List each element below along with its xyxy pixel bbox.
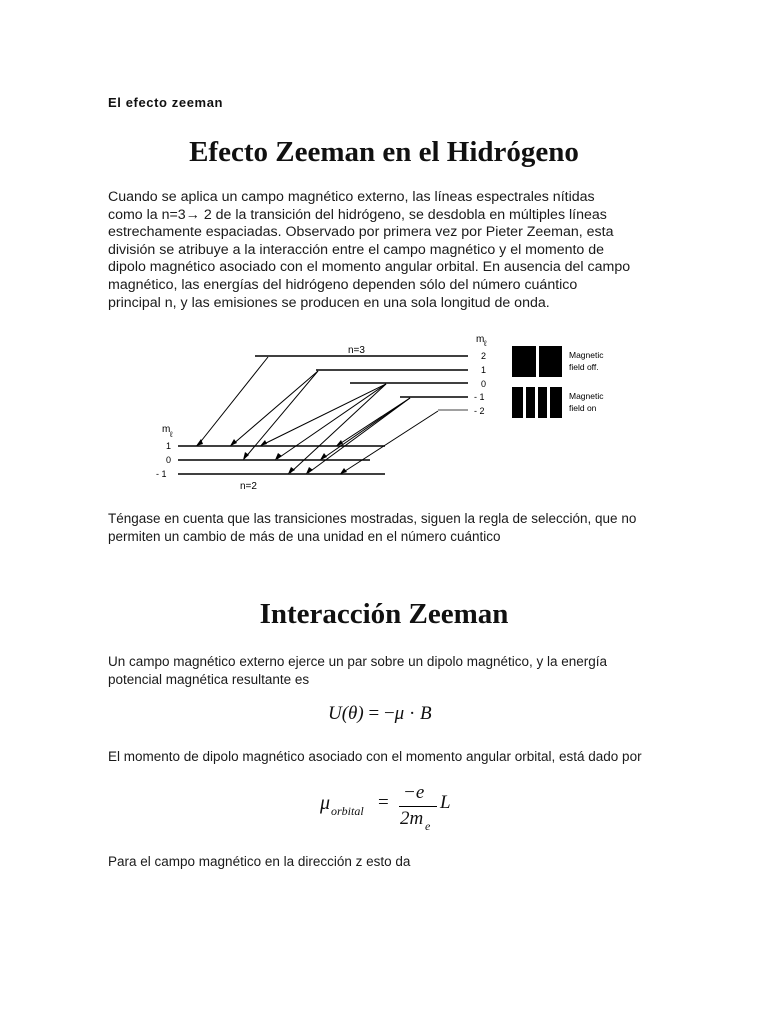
eq1-lhs: U(θ) <box>328 703 364 724</box>
arrowhead <box>243 452 249 460</box>
paragraph-line: potencial magnética resultante es <box>108 671 310 687</box>
arrowhead <box>340 468 347 474</box>
transition-line <box>262 384 386 445</box>
eq1-dot: · <box>408 703 416 724</box>
paragraph-line: como la n=3→ 2 de la transición del hidrógeno, se desdobla en múltiples líneas <box>108 206 607 223</box>
paragraph-line: Un campo magnético externo ejerce un par sobre un dipolo magnético, y la energía <box>108 654 608 669</box>
eq2-l: L <box>440 792 451 813</box>
arrowhead <box>288 467 295 474</box>
upper-ml-value: - 2 <box>474 406 485 416</box>
upper-level-label: n=3 <box>348 345 365 356</box>
lower-ml-value: 0 <box>166 455 172 465</box>
lower-ml-value: - 1 <box>156 469 167 479</box>
arrowhead <box>260 440 267 446</box>
upper-ml-value: - 1 <box>474 392 485 402</box>
eq2-numerator: −e <box>403 782 425 803</box>
transition-line <box>342 411 438 473</box>
page-small-title: El efecto zeeman <box>108 95 224 110</box>
spectrum-gap <box>535 387 538 418</box>
eq1-b: B <box>420 703 432 724</box>
lower-ml-subscript: ℓ <box>170 430 173 439</box>
paragraph-line: dipolo magnético asociado con el momento angular orbital. En ausencia del campo <box>108 259 631 276</box>
paragraph-line: estrechamente espaciadas. Observado por primera vez por Pieter Zeeman, esta <box>108 224 614 241</box>
arrowhead <box>320 453 327 460</box>
field-on-label: field on <box>569 403 597 413</box>
upper-ml-value: 1 <box>481 365 487 375</box>
eq2-denominator-sub: e <box>425 819 431 833</box>
spectrum-gap <box>547 387 550 418</box>
interaction-paragraph <box>108 653 668 688</box>
section-title-zeeman-interaction: Interacción Zeeman <box>259 598 509 630</box>
paragraph-line: principal n, y las emisiones se producen en una sola longitud de onda. <box>108 294 550 311</box>
selection-rule-note <box>108 510 668 545</box>
transition-line <box>232 371 318 445</box>
eq2-denominator: 2m <box>400 808 424 829</box>
eq1-minus: − <box>383 703 395 724</box>
lower-ml-value: 1 <box>166 441 172 451</box>
z-direction-paragraph: Para el campo magnético en la dirección z esto da <box>108 854 411 869</box>
upper-ml-value: 2 <box>481 351 487 361</box>
eq2-subscript: orbital <box>331 804 364 818</box>
paragraph-line: Cuando se aplica un campo magnético externo, las líneas espectrales nítidas <box>108 189 595 205</box>
paragraph-line: división se atribuye a la interacción entre el campo magnético y el momento de <box>108 241 605 258</box>
equation-orbital-moment <box>320 782 470 832</box>
lower-level-label: n=2 <box>240 481 257 492</box>
spectrum-gap <box>536 346 539 377</box>
paragraph-line: magnético, las energías del hidrógeno dependen sólo del número cuántico <box>108 276 578 293</box>
transition-line <box>198 357 268 445</box>
field-on-label: Magnetic <box>569 391 604 401</box>
eq2-mu: μ <box>320 792 331 814</box>
spectrum-gap <box>523 387 526 418</box>
arrowhead <box>275 453 282 460</box>
field-off-label: field off. <box>569 362 599 372</box>
upper-ml-subscript: ℓ <box>484 339 487 348</box>
transition-line <box>277 384 386 459</box>
upper-ml-value: 0 <box>481 379 487 389</box>
equation-potential-energy <box>328 703 432 725</box>
lower-ml-symbol: m <box>162 424 171 435</box>
arrowhead <box>230 439 237 446</box>
arrowhead <box>306 467 313 474</box>
dipole-paragraph: El momento de dipolo magnético asociado con el momento angular orbital, está dado por <box>108 749 642 764</box>
eq2-equals: = <box>378 792 389 813</box>
note-line: permiten un cambio de más de una unidad en el número cuántico <box>108 528 501 544</box>
field-off-label: Magnetic <box>569 350 604 360</box>
section-title-zeeman-hydrogen: Efecto Zeeman en el Hidrógeno <box>189 136 579 168</box>
eq1-mu: μ <box>394 703 405 724</box>
note-line: Téngase en cuenta que las transiciones mostradas, siguen la regla de selección, que no <box>108 511 637 526</box>
eq1-equals: = <box>368 703 380 724</box>
upper-ml-symbol: m <box>476 334 485 345</box>
